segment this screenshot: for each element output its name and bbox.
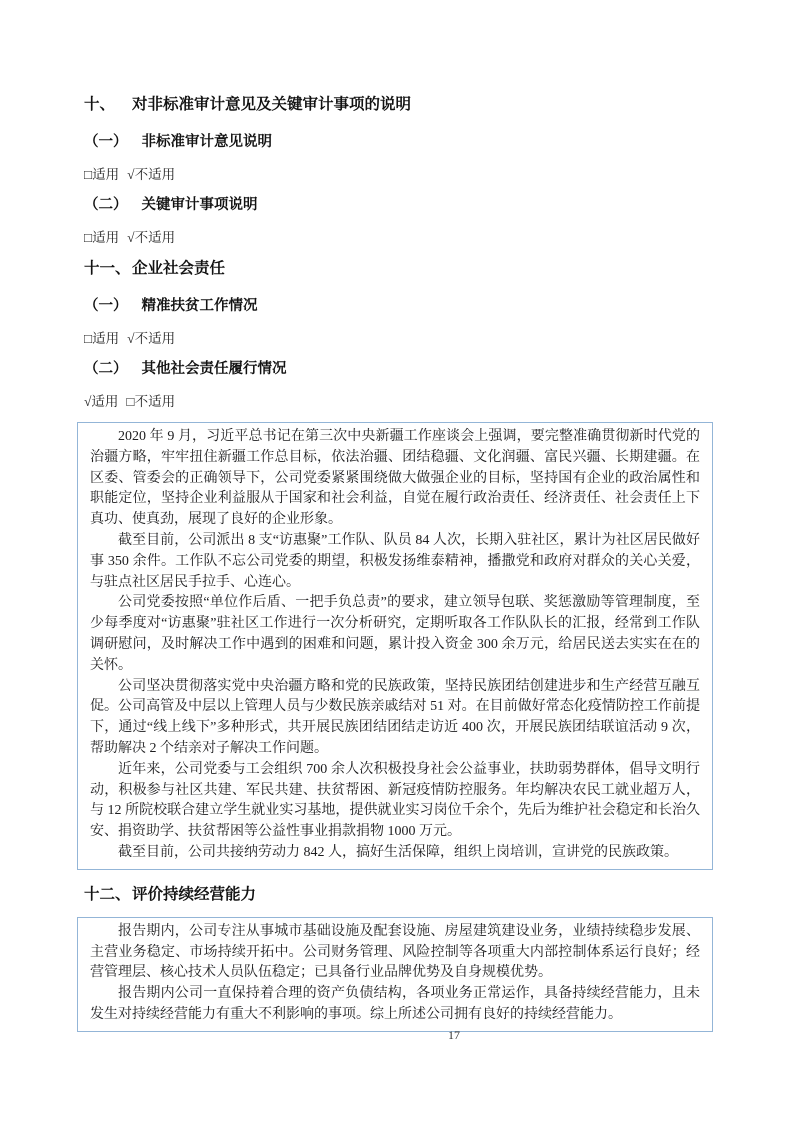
section-heading-10 [84,94,714,115]
checkbox-applicable: □适用 [84,230,120,245]
checkbox-applicable: □适用 [84,331,120,346]
section-heading-11 [84,258,714,279]
paragraph: 近年来，公司党委与工会组织 700 余人次积极投身社会公益事业，扶助弱势群体，倡导文明行动，积极参与社区共建、军民共建、扶贫帮困、新冠疫情防控服务。年均解决农民工就业超万人，与 12 所院校联合建立学生就业实习基地，提供就业实习岗位千余个，先后为维护社会稳定和长治久安、捐资助学、扶贫帮困等公益性事业捐款捐物 1000 万元。 [90,761,700,840]
subsection-title: 精准扶贫工作情况 [141,298,258,314]
subsection-heading-11-2 [84,359,714,379]
subsection-number: （一） [84,134,128,150]
section-title: 对非标准审计意见及关键审计事项的说明 [132,96,412,113]
going-concern-text-box [77,917,713,1032]
paragraph: 报告期内，公司专注从事城市基础设施及配套设施、房屋建筑建设业务，业绩持续稳步发展、主营业务稳定、市场持续开拓中。公司财务管理、风险控制等各项重大内部控制体系运行良好；经营管理层、核心技术人员队伍稳定；已具备行业品牌优势及自身规模优势。 [90,923,700,981]
checkbox-applicable: □适用 [84,167,120,182]
social-responsibility-text-box [77,422,713,870]
subsection-title: 关键审计事项说明 [141,197,258,213]
paragraph: 截至目前，公司派出 8 支“访惠聚”工作队、队员 84 人次，长期入驻社区，累计为社区居民做好事 350 余件。工作队不忘公司党委的期望，积极发扬维泰精神，播撒党和政府对群众的关心关爱，与驻点社区居民手拉手、心连心。 [90,532,700,590]
checkbox-applicable: √适用 [84,394,119,409]
subsection-heading-10-2 [84,195,714,215]
paragraph: 公司党委按照“单位作后盾、一把手负总责”的要求，建立领导包联、奖惩激励等管理制度，至少每季度对“访惠聚”驻社区工作进行一次分析研究，定期听取各工作队队长的汇报，经常到工作队调研慰问，及时解决工作中遇到的困难和问题，累计投入资金 300 余万元，给居民送去实实在在的关怀。 [90,595,700,673]
subsection-heading-11-1 [84,296,714,316]
section-title: 评价持续经营能力 [132,885,257,903]
section-number: 十、 [84,96,116,113]
paragraph: 截至目前，公司共接纳劳动力 842 人，搞好生活保障，组织上岗培训，宣讲党的民族政策。 [118,844,678,860]
subsection-heading-10-1 [84,132,714,152]
document-content [84,94,714,1046]
applicability-line [84,329,714,349]
subsection-number: （二） [84,197,128,213]
section-title: 企业社会责任 [132,260,226,277]
section-number: 十一、 [84,260,131,277]
section-heading-12 [84,884,714,905]
page-number: 17 [448,1028,460,1042]
paragraph: 2020 年 9 月，习近平总书记在第三次中央新疆工作座谈会上强调，要完整准确贯彻新时代党的治疆方略，牢牢扭住新疆工作总目标，依法治疆、团结稳疆、文化润疆、富民兴疆、长期建疆。在区委、管委会的正确领导下，公司党委紧紧围绕做大做强企业的目标，坚持国有企业的政治属性和职能定位，坚持企业利益服从于国家和社会利益，自觉在履行政治责任、经济责任、社会责任上下真功、使真劲，展现了良好的企业形象。 [90,429,700,528]
checkbox-not-applicable: √不适用 [127,230,176,245]
paragraph: 公司坚决贯彻落实党中央治疆方略和党的民族政策，坚持民族团结创建进步和生产经营互融互促。公司高管及中层以上管理人员与少数民族亲戚结对 51 对。在目前做好常态化疫情防控工作前提下，通过“线上线下”多种形式，共开展民族团结团结走访近 400 次，开展民族团结联谊活动 9 次，帮助解决 2 个结亲对子解决工作问题。 [90,678,700,756]
subsection-title: 非标准审计意见说明 [141,134,272,150]
applicability-line [84,165,714,185]
subsection-number: （一） [84,298,128,314]
paragraph: 报告期内公司一直保持着合理的资产负债结构，各项业务正常运作，具备持续经营能力，且未发生对持续经营能力有重大不利影响的事项。综上所述公司拥有良好的持续经营能力。 [90,986,700,1022]
subsection-number: （二） [84,361,128,377]
checkbox-not-applicable: √不适用 [127,167,176,182]
applicability-line [84,228,714,248]
section-number: 十二、 [84,885,131,903]
checkbox-not-applicable: √不适用 [127,331,176,346]
subsection-title: 其他社会责任履行情况 [141,361,287,377]
checkbox-not-applicable: □不适用 [126,394,176,409]
applicability-line [84,392,714,412]
